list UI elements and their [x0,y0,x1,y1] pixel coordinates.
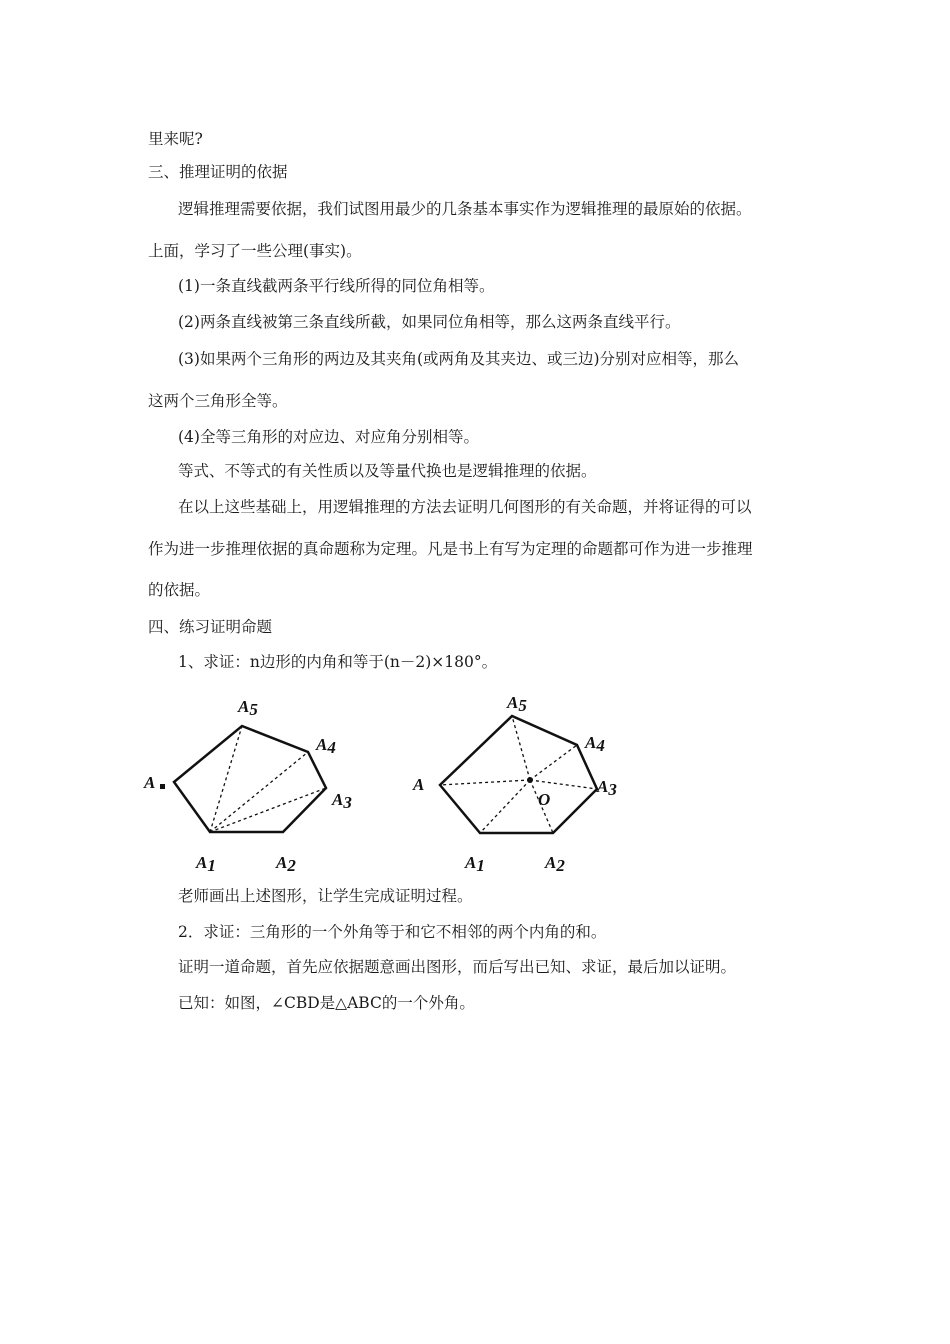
vertex-label-a3: A3 [332,790,352,812]
text-line: (1)一条直线截两条平行线所得的同位角相等。 [178,277,495,295]
vertex-marker [160,784,165,789]
polygon-diagonals-figure [140,690,380,880]
vertex-label-a3: A3 [597,777,617,799]
text-line: 2．求证：三角形的一个外角等于和它不相邻的两个内角的和。 [178,923,607,941]
vertex-label-a1: A1 [196,853,216,875]
vertex-label-a6: A [413,775,425,794]
center-label-o: O [538,790,551,809]
text-line: 证明一道命题，首先应依据题意画出图形，而后写出已知、求证，最后加以证明。 [178,958,737,976]
vertex-label-a4: A4 [585,733,605,755]
text-line: 在以上这些基础上，用逻辑推理的方法去证明几何图形的有关命题，并将证得的可以 [178,498,752,516]
polygon-outline [174,726,326,832]
vertex-label-a5: A5 [238,697,258,719]
radial-lines [440,716,597,833]
section-heading: 三、推理证明的依据 [148,163,288,181]
polygon-center-figure [405,688,645,878]
text-line: 老师画出上述图形，让学生完成证明过程。 [178,887,473,905]
vertex-label-a2: A2 [276,853,296,875]
polygon-outline [440,716,597,833]
text-line: (3)如果两个三角形的两边及其夹角(或两角及其夹边、或三边)分别对应相等，那么 [178,350,740,368]
text-line: (4)全等三角形的对应边、对应角分别相等。 [178,428,479,446]
text-line: 的依据。 [148,581,211,599]
text-line: 1、求证：n边形的内角和等于(n－2)×180°。 [178,653,498,671]
vertex-label-a6: A [144,773,156,792]
section-heading: 四、练习证明命题 [148,618,273,636]
center-point [527,777,533,783]
text-line: 作为进一步推理依据的真命题称为定理。凡是书上有写为定理的命题都可作为进一步推理 [148,540,753,558]
text-line: 这两个三角形全等。 [148,392,288,410]
text-line: (2)两条直线被第三条直线所截，如果同位角相等，那么这两条直线平行。 [178,313,681,331]
text-line: 里来呢? [148,130,203,148]
text-line: 已知：如图，∠CBD是△ABC的一个外角。 [178,994,475,1012]
text-line: 逻辑推理需要依据，我们试图用最少的几条基本事实作为逻辑推理的最原始的依据。 [178,200,752,218]
vertex-label-a2: A2 [545,853,565,875]
diagonal-lines [210,726,326,832]
vertex-label-a1: A1 [465,853,485,875]
vertex-label-a4: A4 [316,735,336,757]
text-line: 等式、不等式的有关性质以及等量代换也是逻辑推理的依据。 [178,462,597,480]
vertex-label-a5: A5 [507,693,527,715]
text-line: 上面，学习了一些公理(事实)。 [148,242,362,260]
